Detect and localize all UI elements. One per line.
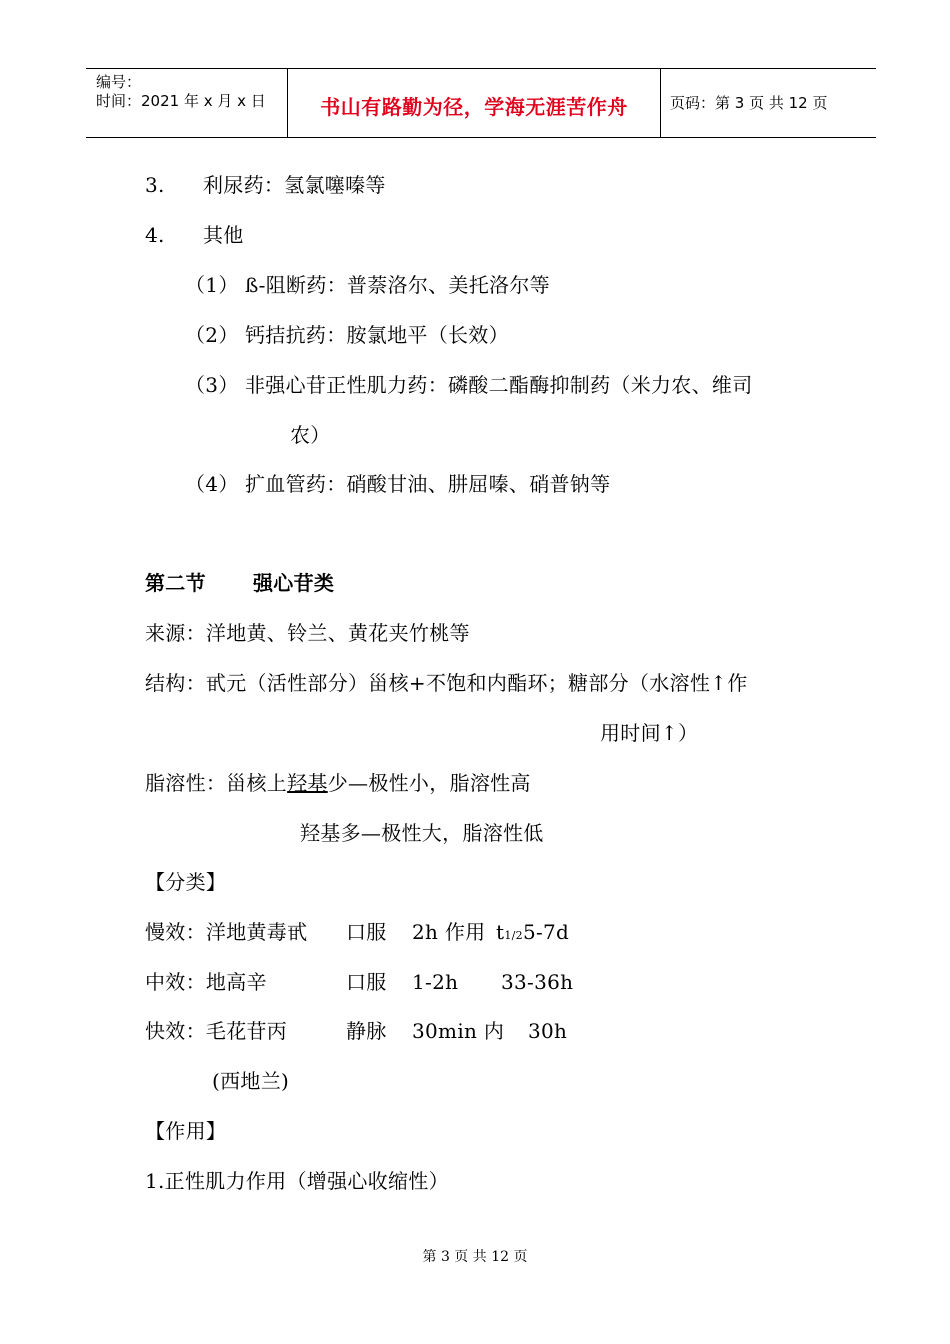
effect-item-1: 1.正性肌力作用（增强心收缩性）	[145, 1169, 449, 1193]
mid-route: 口服	[346, 970, 387, 994]
mid-halflife: 33-36h	[501, 970, 574, 994]
header-page-cell	[662, 69, 876, 137]
subitem-3-number: （3）	[185, 373, 239, 397]
structure-line: 结构：甙元（活性部分）甾核+不饱和内酯环；糖部分（水溶性↑作	[145, 671, 748, 695]
hydroxyl-underlined: 羟基	[287, 771, 328, 795]
time-label: 时间：2021 年 x 月 x 日	[96, 92, 266, 110]
header-info-cell	[86, 69, 288, 137]
subitem-1-text: ß-阻断药：普萘洛尔、美托洛尔等	[245, 273, 550, 297]
lipophilicity-line-2: 羟基多—极性大，脂溶性低	[300, 821, 544, 845]
fast-drug: 快效：毛花苷丙	[145, 1019, 288, 1043]
item-3-text: 利尿药：氢氯噻嗪等	[203, 173, 386, 197]
subitem-3-text: 非强心苷正性肌力药：磷酸二酯酶抑制药（米力农、维司	[245, 373, 753, 397]
subitem-2-text: 钙拮抗药：胺氯地平（长效）	[245, 323, 509, 347]
subitem-3-continuation: 农）	[290, 423, 331, 447]
item-4-number: 4.	[145, 223, 165, 247]
page-footer: 第 3 页 共 12 页	[422, 1249, 528, 1265]
subitem-1-number: （1）	[185, 273, 239, 297]
mid-onset: 1-2h	[412, 970, 459, 994]
subitem-4-text: 扩血管药：硝酸甘油、肼屈嗪、硝普钠等	[245, 472, 611, 496]
source-line: 来源：洋地黄、铃兰、黄花夹竹桃等	[145, 621, 470, 645]
motto: 书山有路勤为径，学海无涯苦作舟	[320, 95, 628, 119]
classification-heading: 【分类】	[145, 870, 227, 894]
section-number: 第二节	[145, 571, 206, 595]
serial-label: 编号：	[96, 73, 142, 91]
header-table	[86, 68, 876, 138]
halflife-subscript: 1/2	[504, 929, 523, 942]
effect-heading: 【作用】	[145, 1119, 227, 1143]
slow-halflife	[496, 919, 569, 949]
slow-onset: 2h 作用	[412, 920, 486, 944]
lipophilicity-suffix: 少—极性小，脂溶性高	[327, 771, 531, 795]
lipophilicity-prefix: 脂溶性：甾核上	[145, 771, 288, 795]
subitem-2-number: （2）	[185, 323, 239, 347]
slow-route: 口服	[346, 920, 387, 944]
subitem-4-number: （4）	[185, 472, 239, 496]
halflife-value: 5-7d	[522, 920, 570, 944]
fast-onset: 30min 内	[412, 1019, 505, 1043]
fast-route: 静脉	[346, 1019, 387, 1043]
section-title: 强心苷类	[253, 571, 335, 595]
lipophilicity-line	[145, 770, 531, 796]
fast-drug-alias: (西地兰)	[212, 1069, 290, 1093]
header-motto-cell	[288, 69, 661, 137]
halflife-t: t	[496, 920, 505, 944]
structure-continuation: 用时间↑）	[600, 721, 699, 745]
slow-drug: 慢效：洋地黄毒甙	[145, 920, 308, 944]
page-label: 页码：第 3 页 共 12 页	[670, 94, 828, 112]
item-4-text: 其他	[203, 223, 244, 247]
fast-halflife: 30h	[528, 1019, 568, 1043]
mid-drug: 中效：地高辛	[145, 970, 267, 994]
item-3-number: 3.	[145, 173, 165, 197]
